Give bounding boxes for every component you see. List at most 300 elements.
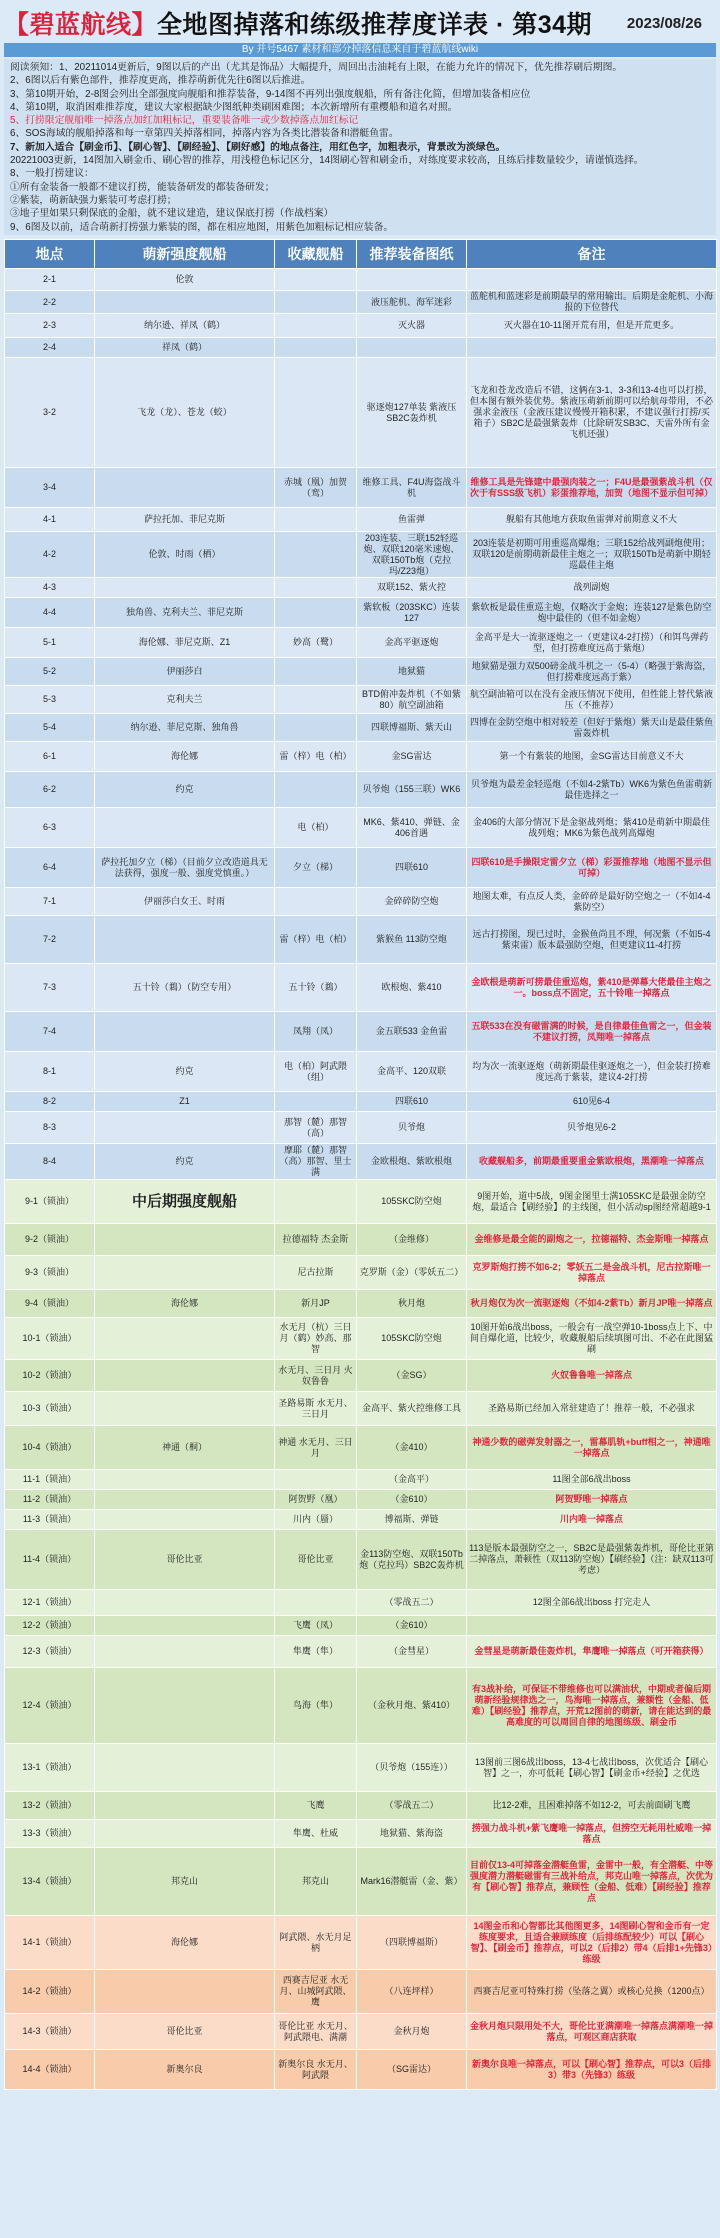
cell-collection-ships: 夕立（梯） <box>275 848 357 888</box>
cell-location: 5-1 <box>5 628 95 658</box>
table-row <box>5 338 717 358</box>
table-header-row <box>5 240 717 269</box>
header-location: 地点 <box>5 240 95 269</box>
table-row <box>5 598 717 628</box>
cell-location: 12-1（锁油） <box>5 1590 95 1616</box>
table-row <box>5 742 717 772</box>
cell-location: 12-4（锁油） <box>5 1668 95 1744</box>
cell-newbie-ships: 哥伦比亚 <box>95 2014 275 2050</box>
cell-remarks: 13图前三图6战出boss，13-4七战出boss，次优适合【刷心智】之一，亦可低耗【刷心智】【刷金币+经验】之优选 <box>467 1744 717 1792</box>
cell-newbie-ships: 纳尔逊、菲尼克斯、独角兽 <box>95 714 275 742</box>
table-row <box>5 772 717 808</box>
cell-location: 9-4（锁油） <box>5 1290 95 1318</box>
cell-newbie-ships: 独角兽、克利夫兰、菲尼克斯 <box>95 598 275 628</box>
cell-newbie-ships <box>95 578 275 598</box>
cell-location: 6-3 <box>5 808 95 848</box>
cell-equipment: 液压舵机、海军迷彩 <box>357 291 467 314</box>
cell-remarks: 14图金币和心智都比其他图更多，14图刷心智和金币有一定练度要求，且适合兼顾练度（后排练配较少）可以【刷心智】、【刷金币】推荐点，可以2（后排2）带4（后排1+先锋3）练级 <box>467 1916 717 1970</box>
cell-location: 6-2 <box>5 772 95 808</box>
cell-remarks: 610见6-4 <box>467 1092 717 1112</box>
cell-newbie-ships <box>95 1636 275 1668</box>
cell-collection-ships: 隼鹰、杜威 <box>275 1820 357 1848</box>
cell-equipment: BTD俯冲轰炸机（不如紫80）航空副油箱 <box>357 686 467 714</box>
table-body <box>5 269 717 2090</box>
cell-collection-ships <box>275 578 357 598</box>
cell-collection-ships: 摩耶（麓）那智（高）那智、里士满 <box>275 1144 357 1180</box>
table-row <box>5 1636 717 1668</box>
cell-collection-ships: 飞鹰（凤） <box>275 1616 357 1636</box>
cell-newbie-ships <box>95 1256 275 1290</box>
cell-location: 8-4 <box>5 1144 95 1180</box>
table-row <box>5 1470 717 1490</box>
cell-newbie-ships: 中后期强度舰船 <box>95 1180 275 1224</box>
cell-newbie-ships: 克利夫兰 <box>95 686 275 714</box>
table-row <box>5 1510 717 1530</box>
cell-newbie-ships <box>95 1012 275 1052</box>
cell-collection-ships: 哥伦比亚 水无月、阿武隈电、满潮 <box>275 2014 357 2050</box>
issue-date: 2023/08/26 <box>626 15 702 32</box>
cell-location: 7-2 <box>5 916 95 964</box>
cell-collection-ships: 拉德福特 杰金斯 <box>275 1224 357 1256</box>
cell-equipment: （金秋月炮、紫410） <box>357 1668 467 1744</box>
cell-newbie-ships <box>95 1820 275 1848</box>
cell-collection-ships: 西赛吉尼亚 水无月、山城阿武隈、鹰 <box>275 1970 357 2014</box>
cell-collection-ships <box>275 1470 357 1490</box>
table-row <box>5 1426 717 1470</box>
cell-remarks: 蓝舵机和蓝迷彩是前期最早的常用输出。后期是金舵机、小海报的下位替代 <box>467 291 717 314</box>
table-row <box>5 2050 717 2090</box>
cell-remarks: 10图开始6战出boss，一般会有一战空弹10-1boss点上下、中间自爆化道，比较少，收藏舰船后续填图可出、不必在此图猛刷 <box>467 1318 717 1360</box>
cell-collection-ships: 新月JP <box>275 1290 357 1318</box>
cell-collection-ships: 阿武隈、水无月足柄 <box>275 1916 357 1970</box>
table-row <box>5 291 717 314</box>
cell-remarks: 捞强力战斗机+紫飞鹰唯一掉落点，但捞空无耗用杜威唯一掉落点 <box>467 1820 717 1848</box>
cell-location: 13-3（锁油） <box>5 1820 95 1848</box>
cell-collection-ships <box>275 1092 357 1112</box>
cell-equipment: 紫软板（203SKC）连装127 <box>357 598 467 628</box>
cell-newbie-ships <box>95 468 275 508</box>
cell-location: 11-1（锁油） <box>5 1470 95 1490</box>
cell-equipment: 双联152、紫火控 <box>357 578 467 598</box>
table-row <box>5 848 717 888</box>
cell-remarks: 9图开始，道中5战，9图金图里士满105SKC是最强金防空炮，最适合【刷经验】的主线图，但小活动sp图经常超越9-1 <box>467 1180 717 1224</box>
table-row <box>5 916 717 964</box>
cell-collection-ships <box>275 598 357 628</box>
cell-remarks: 目前仅13-4可掉落金潜艇鱼雷，金雷中一般，有全潜艇、中等强度潜力潜艇磁雷有三战补给点，邦克山唯一掉落点，次优为有【刷心智】推荐点，兼顾性（金船、低难）【刷经验】推荐点 <box>467 1848 717 1916</box>
title-text: 全地图掉落和练级推荐度详表 · 第34期 <box>157 11 593 39</box>
cell-collection-ships <box>275 358 357 468</box>
cell-location: 2-1 <box>5 269 95 291</box>
cell-newbie-ships <box>95 1470 275 1490</box>
table-row <box>5 1820 717 1848</box>
cell-newbie-ships: 飞龙（龙）、苍龙（蛟） <box>95 358 275 468</box>
cell-location: 10-4（锁油） <box>5 1426 95 1470</box>
cell-location: 4-3 <box>5 578 95 598</box>
cell-remarks: 113是版本最强防空之一，SB2C是最强紫轰炸机，哥伦比亚第二掉落点，萧顿性（双113防空炮）【刷经验】（注：缺双113可考虑） <box>467 1530 717 1590</box>
page-title <box>4 5 592 41</box>
cell-equipment: 金欧根炮、紫欧根炮 <box>357 1144 467 1180</box>
cell-remarks: 川内唯一掉落点 <box>467 1510 717 1530</box>
cell-remarks: 比12-2难，且困难掉落不如12-2，可去前面刷飞鹰 <box>467 1792 717 1820</box>
cell-newbie-ships: 五十铃（鶔）（防空专用） <box>95 964 275 1012</box>
table-row <box>5 1112 717 1144</box>
cell-collection-ships: 电（柏） <box>275 808 357 848</box>
cell-newbie-ships: 海伦娜、菲尼克斯、Z1 <box>95 628 275 658</box>
cell-equipment: 金五联533 金鱼雷 <box>357 1012 467 1052</box>
note-line: 7、新加入适合【刷金币】、【刷心智】、【刷经验】、【刷好感】的地点备注，用红色字，加粗表示，背景改为淡绿色。 <box>10 141 506 153</box>
cell-newbie-ships <box>95 916 275 964</box>
cell-location: 3-4 <box>5 468 95 508</box>
header-remarks: 备注 <box>467 240 717 269</box>
cell-location: 9-2（锁油） <box>5 1224 95 1256</box>
table-row <box>5 1490 717 1510</box>
cell-collection-ships <box>275 686 357 714</box>
cell-collection-ships <box>275 714 357 742</box>
cell-location: 11-3（锁油） <box>5 1510 95 1530</box>
cell-equipment: 四联博福斯、紫天山 <box>357 714 467 742</box>
cell-location: 13-1（锁油） <box>5 1744 95 1792</box>
cell-location: 7-3 <box>5 964 95 1012</box>
cell-location: 9-1（锁油） <box>5 1180 95 1224</box>
table-row <box>5 1092 717 1112</box>
cell-collection-ships: 哥伦比亚 <box>275 1530 357 1590</box>
cell-equipment: 鱼雷弹 <box>357 508 467 532</box>
note-line: 3、第10期开始，2-8图会列出全部强度向舰船和推荐装备，9-14图不再列出强度舰船，所有备注化简，但增加装备相应位 <box>10 88 531 100</box>
cell-equipment: （金610） <box>357 1616 467 1636</box>
note-line: 阅读须知：1、20211014更新后，9图以后的产出（尤其是饰品）大幅提升，周回出击油耗有上限，在能力允许的情况下，优先推荐刷后期图。 <box>10 62 623 73</box>
table-row <box>5 1530 717 1590</box>
cell-newbie-ships <box>95 1224 275 1256</box>
cell-remarks: 圣路易斯已经加入常驻建造了！推荐一般，不必强求 <box>467 1392 717 1426</box>
cell-equipment: 金SG雷达 <box>357 742 467 772</box>
table-row <box>5 1970 717 2014</box>
cell-equipment: （零战五二） <box>357 1792 467 1820</box>
cell-location: 14-3（锁油） <box>5 2014 95 2050</box>
cell-newbie-ships: 约克 <box>95 1144 275 1180</box>
cell-newbie-ships: 约克 <box>95 772 275 808</box>
cell-equipment: 地狱猫、紫海盗 <box>357 1820 467 1848</box>
cell-location: 9-3（锁油） <box>5 1256 95 1290</box>
cell-equipment: （贝爷炮（155连）） <box>357 1744 467 1792</box>
table-row <box>5 1848 717 1916</box>
cell-remarks: 第一个有紫装的地图，金SG雷达目前意义不大 <box>467 742 717 772</box>
cell-location: 8-2 <box>5 1092 95 1112</box>
cell-collection-ships: 神通 水无月、三日月 <box>275 1426 357 1470</box>
header <box>4 3 716 43</box>
cell-location: 3-2 <box>5 358 95 468</box>
cell-equipment: 贝爷炮 <box>357 1112 467 1144</box>
cell-remarks: 火奴鲁鲁唯一掉落点 <box>467 1360 717 1392</box>
cell-location: 6-1 <box>5 742 95 772</box>
cell-equipment: （金SG） <box>357 1360 467 1392</box>
header-equipment: 推荐装备图纸 <box>357 240 467 269</box>
cell-newbie-ships <box>95 1490 275 1510</box>
cell-equipment: 博福斯、弹链 <box>357 1510 467 1530</box>
cell-newbie-ships: 海伦娜 <box>95 742 275 772</box>
cell-equipment: 四联610 <box>357 848 467 888</box>
cell-location: 4-4 <box>5 598 95 628</box>
cell-location: 2-2 <box>5 291 95 314</box>
note-line: 4、第10期，取消困难推荐度，建议大家根据缺少图纸种类刷困难图；本次新增所有重樱船和道名对照。 <box>10 101 458 113</box>
cell-remarks: 舰船有其他地方获取鱼雷弹对前期意义不大 <box>467 508 717 532</box>
cell-remarks: 紫软板是最佳重巡主炮，仅略次于金炮；连装127是紫色防空炮中最佳的（但不如金炮） <box>467 598 717 628</box>
cell-remarks <box>467 338 717 358</box>
table-row <box>5 1360 717 1392</box>
cell-equipment: （金410） <box>357 1426 467 1470</box>
cell-location: 7-4 <box>5 1012 95 1052</box>
cell-remarks: 远古打捞图，现已过时，金猴鱼尚且不理，何况紫（不如5-4紫束雷）版本最强防空炮，但更建议11-4打捞 <box>467 916 717 964</box>
note-line: ②紫装，萌新缺强力紫装可考虑打捞； <box>10 194 177 206</box>
cell-newbie-ships: 伦敦、时雨（栖） <box>95 532 275 578</box>
cell-newbie-ships: 海伦娜 <box>95 1916 275 1970</box>
note-line: 5、打捞限定舰船唯一掉落点加红加粗标记，重要装备唯一或少数掉落点加红标记 <box>10 115 359 127</box>
cell-newbie-ships: 神通（桐） <box>95 1426 275 1470</box>
table-row <box>5 1744 717 1792</box>
cell-newbie-ships: 祥凤（鹤） <box>95 338 275 358</box>
cell-newbie-ships <box>95 1668 275 1744</box>
table-row <box>5 714 717 742</box>
cell-remarks: 地图太难，有点反人类，金碎碎是最好防空炮之一（不如4-4紫防空） <box>467 888 717 916</box>
cell-equipment: 四联610 <box>357 1092 467 1112</box>
cell-collection-ships: 妙高（鹭） <box>275 628 357 658</box>
cell-collection-ships <box>275 658 357 686</box>
note-line: ③地子里如果只剩保底的金船，就不建议建造，建议保底打捞（作战档案） <box>10 208 334 220</box>
cell-collection-ships: 电（柏）阿武隈（组） <box>275 1052 357 1092</box>
note-line: 20221003更新，14图加入刷金币、刷心智的推荐，用浅橙色标记区分，14图刷心智和刷金币，对练度要求较高，且练后排数量较少，请谨慎选择。 <box>10 155 644 167</box>
cell-collection-ships: 五十铃（鶔） <box>275 964 357 1012</box>
cell-equipment: 紫猴鱼 113防空炮 <box>357 916 467 964</box>
cell-newbie-ships <box>95 1318 275 1360</box>
cell-location: 5-4 <box>5 714 95 742</box>
table-row <box>5 2014 717 2050</box>
cell-location: 13-4（锁油） <box>5 1848 95 1916</box>
cell-remarks: 均为次一流驱逐炮（萌新期最佳驱逐炮之一），但金装打捞难度远高于紫装，建议4-2打捞 <box>467 1052 717 1092</box>
cell-location: 10-1（锁油） <box>5 1318 95 1360</box>
table-row <box>5 686 717 714</box>
cell-newbie-ships: 海伦娜 <box>95 1290 275 1318</box>
cell-remarks: 203连装是初期可用重巡高爆炮；三联152给战列副炮使用；双联120是前期萌新最佳主炮之一；双联150Tb是萌新中期轻巡最佳主炮 <box>467 532 717 578</box>
cell-equipment: 维修工具、F4U海盗战斗机 <box>357 468 467 508</box>
cell-newbie-ships <box>95 1616 275 1636</box>
cell-collection-ships: 那智（麓）那智（高） <box>275 1112 357 1144</box>
cell-location: 2-4 <box>5 338 95 358</box>
cell-remarks: 四博在金防空炮中相对较差（但好于紫炮）紫天山是最佳紫鱼雷轰炸机 <box>467 714 717 742</box>
cell-location: 13-2（锁油） <box>5 1792 95 1820</box>
cell-location: 8-3 <box>5 1112 95 1144</box>
cell-newbie-ships: 萨拉托加夕立（梯）（目前夕立改造道具无法获得，强度一般、强度党慎重。） <box>95 848 275 888</box>
table-row <box>5 1616 717 1636</box>
cell-remarks: 新奥尔良唯一掉落点，可以【刷心智】推荐点，可以3（后排3）带3（先锋3）练级 <box>467 2050 717 2090</box>
table-row <box>5 269 717 291</box>
cell-remarks: 收藏舰船多，前期最重要重金紫欧根炮，黑潮唯一掉落点 <box>467 1144 717 1180</box>
cell-equipment: Mark16潜艇雷（金、紫） <box>357 1848 467 1916</box>
cell-collection-ships: 雷（梓）电（柏） <box>275 742 357 772</box>
cell-newbie-ships: 伊丽莎白女王、时雨 <box>95 888 275 916</box>
cell-newbie-ships <box>95 1792 275 1820</box>
cell-equipment: 105SKC防空炮 <box>357 1318 467 1360</box>
cell-remarks: 金406的大部分情况下是金驱战列炮；紫410是萌新中期最佳战列炮；MK6为紫色战列高爆炮 <box>467 808 717 848</box>
cell-collection-ships: 水无月、三日月 火奴鲁鲁 <box>275 1360 357 1392</box>
cell-newbie-ships <box>95 1970 275 2014</box>
notes-panel <box>4 59 716 235</box>
table-row <box>5 1318 717 1360</box>
cell-remarks: 航空副油箱可以在没有金液压情况下使用，但性能上替代紫液压（不推荐） <box>467 686 717 714</box>
cell-newbie-ships <box>95 1590 275 1616</box>
cell-equipment: 金碎碎防空炮 <box>357 888 467 916</box>
table-row <box>5 1144 717 1180</box>
cell-collection-ships <box>275 338 357 358</box>
table-row <box>5 1290 717 1318</box>
cell-collection-ships <box>275 532 357 578</box>
table-row <box>5 1256 717 1290</box>
note-line: 9、6图及以前，适合萌新打捞强力紫装的图，都在相应地图，用紫色加粗标记相应装备。 <box>10 221 394 233</box>
cell-location: 11-2（锁油） <box>5 1490 95 1510</box>
cell-location: 12-2（锁油） <box>5 1616 95 1636</box>
table-row <box>5 578 717 598</box>
cell-location: 14-2（锁油） <box>5 1970 95 2014</box>
cell-equipment: 秋月炮 <box>357 1290 467 1318</box>
table-row <box>5 1916 717 1970</box>
cell-remarks: 12图全部6战出boss 打完走人 <box>467 1590 717 1616</box>
cell-newbie-ships <box>95 1360 275 1392</box>
cell-equipment: 金高平、120双联 <box>357 1052 467 1092</box>
cell-location: 14-1（锁油） <box>5 1916 95 1970</box>
table-row <box>5 314 717 338</box>
cell-remarks: 克罗斯炮打捞不如6-2；零妖五二是金战斗机，尼古拉斯唯一掉落点 <box>467 1256 717 1290</box>
table-row <box>5 1052 717 1092</box>
cell-collection-ships: 水无月（杭）三日月（鹤）妙高、那智 <box>275 1318 357 1360</box>
table-row <box>5 1392 717 1426</box>
cell-collection-ships: 新奥尔良 水无月、阿武隈 <box>275 2050 357 2090</box>
cell-collection-ships: 凤翔（凤） <box>275 1012 357 1052</box>
cell-collection-ships <box>275 314 357 338</box>
cell-location: 4-1 <box>5 508 95 532</box>
cell-equipment: 金高平、紫火控维修工具 <box>357 1392 467 1426</box>
cell-newbie-ships <box>95 1392 275 1426</box>
cell-collection-ships <box>275 291 357 314</box>
cell-equipment: （四联博福斯） <box>357 1916 467 1970</box>
cell-remarks <box>467 1616 717 1636</box>
cell-remarks: 灭火器在10-11图开荒有用，但是开荒更多。 <box>467 314 717 338</box>
cell-equipment: 克罗斯（金）（零妖五二） <box>357 1256 467 1290</box>
header-collection-ships: 收藏舰船 <box>275 240 357 269</box>
cell-remarks: 金维修是最全能的副炮之一，拉德福特、杰金斯唯一掉落点 <box>467 1224 717 1256</box>
cell-location: 11-4（锁油） <box>5 1530 95 1590</box>
cell-collection-ships: 赤城（凰）加贺（鸾） <box>275 468 357 508</box>
cell-equipment: 金秋月炮 <box>357 2014 467 2050</box>
cell-equipment: 地狱猫 <box>357 658 467 686</box>
drop-table <box>4 239 717 2090</box>
cell-equipment: MK6、紫410、弹链、金406首遇 <box>357 808 467 848</box>
cell-remarks: 金彗星是萌新最佳轰炸机，隼鹰唯一掉落点（可开箱获得） <box>467 1636 717 1668</box>
cell-newbie-ships <box>95 808 275 848</box>
cell-remarks: 11图全部6战出boss <box>467 1470 717 1490</box>
cell-remarks: 西赛吉尼亚可特殊打捞（坠落之翼）或核心兑换（1200点） <box>467 1970 717 2014</box>
cell-location: 5-3 <box>5 686 95 714</box>
table-row <box>5 468 717 508</box>
cell-collection-ships: 尼古拉斯 <box>275 1256 357 1290</box>
table-row <box>5 964 717 1012</box>
cell-remarks: 飞龙和苍龙改造后不错，这俩在3-1、3-3和13-4也可以打捞，但本图有额外装优势。紫液压萌新前期可以给航母带用，不必强求金液压（金液压建议慢慢开箱积累，不建议强行打捞/买箱子）SB2C是最强紫轰炸（比除研发SB3C、天雷外所有金飞机还强） <box>467 358 717 468</box>
cell-remarks: 金高平是大一流驱逐炮之一（更建议4-2打捞）（和饵鸟弹药型，但打捞难度远高于紫炮） <box>467 628 717 658</box>
cell-newbie-ships: 伦敦 <box>95 269 275 291</box>
table-row <box>5 358 717 468</box>
cell-equipment: 金113防空炮、双联150Tb炮（克拉玛）SB2C轰炸机 <box>357 1530 467 1590</box>
table-row <box>5 628 717 658</box>
cell-remarks: 金欧根是萌新可捞最佳重巡炮，紫410是弹幕大佬最佳主炮之一。boss点不固定，五十铃唯一掉落点 <box>467 964 717 1012</box>
cell-remarks: 阿贺野唯一掉落点 <box>467 1490 717 1510</box>
cell-location: 10-2（锁油） <box>5 1360 95 1392</box>
cell-collection-ships <box>275 772 357 808</box>
cell-equipment: 驱逐炮127单装 紫液压 SB2C轰炸机 <box>357 358 467 468</box>
table-row <box>5 658 717 686</box>
cell-collection-ships: 雷（梓）电（柏） <box>275 916 357 964</box>
header-newbie-ships: 萌新强度舰船 <box>95 240 275 269</box>
table-row <box>5 1180 717 1224</box>
cell-collection-ships: 阿贺野（凰） <box>275 1490 357 1510</box>
cell-remarks: 维修工具是先锋建中最强肉装之一；F4U是最强紫战斗机（仅次于有SSS级飞机）彩蛋推荐地，加贺（地图不显示但可掉） <box>467 468 717 508</box>
cell-equipment: （金高平） <box>357 1470 467 1490</box>
cell-newbie-ships: 纳尔逊、祥凤（鹤） <box>95 314 275 338</box>
note-line: 6、SOS海域的舰船掉落和每一章第四关掉落相同，掉落内容为各类比潜装备和潜艇鱼雷。 <box>10 128 399 140</box>
cell-collection-ships: 隼鹰（隼） <box>275 1636 357 1668</box>
cell-newbie-ships: 哥伦比亚 <box>95 1530 275 1590</box>
cell-equipment: 金高平驱逐炮 <box>357 628 467 658</box>
cell-collection-ships <box>275 1744 357 1792</box>
cell-equipment: （金610） <box>357 1490 467 1510</box>
cell-location: 6-4 <box>5 848 95 888</box>
cell-equipment: 105SKC防空炮 <box>357 1180 467 1224</box>
table-row <box>5 888 717 916</box>
cell-collection-ships <box>275 269 357 291</box>
cell-remarks: 神通少数的磁弹发射器之一，雷幕肌轨+buff相之一，神通唯一掉落点 <box>467 1426 717 1470</box>
table-row <box>5 508 717 532</box>
cell-newbie-ships <box>95 291 275 314</box>
table-row <box>5 1012 717 1052</box>
cell-collection-ships <box>275 508 357 532</box>
title-tag: 【碧蓝航线】 <box>4 11 158 39</box>
cell-newbie-ships: 伊丽莎白 <box>95 658 275 686</box>
cell-location: 8-1 <box>5 1052 95 1092</box>
cell-location: 10-3（锁油） <box>5 1392 95 1426</box>
cell-location: 2-3 <box>5 314 95 338</box>
cell-location: 5-2 <box>5 658 95 686</box>
cell-collection-ships <box>275 1590 357 1616</box>
cell-newbie-ships <box>95 1112 275 1144</box>
cell-remarks: 秋月炮仅为次一流驱逐炮（不如4-2紫Tb）新月JP唯一掉落点 <box>467 1290 717 1318</box>
cell-remarks: 地狱猫是强力双500磅金战斗机之一（5-4）（略强于紫海盗，但打捞难度远高于紫） <box>467 658 717 686</box>
cell-newbie-ships: 约克 <box>95 1052 275 1092</box>
table-row <box>5 1224 717 1256</box>
cell-equipment: （八连坪样） <box>357 1970 467 2014</box>
table-row <box>5 1590 717 1616</box>
cell-collection-ships: 鸟海（隼） <box>275 1668 357 1744</box>
cell-equipment: 203连装、三联152轻巡炮、双联120毫米速炮、双联150Tb炮（克拉玛/Z23炮） <box>357 532 467 578</box>
cell-newbie-ships: Z1 <box>95 1092 275 1112</box>
cell-newbie-ships <box>95 1744 275 1792</box>
note-line: 8、一般打捞建议： <box>10 168 94 180</box>
cell-remarks: 贝爷炮为最差金轻巡炮（不如4-2紫Tb）WK6为紫色鱼雷萌新最佳选择之一 <box>467 772 717 808</box>
cell-equipment <box>357 338 467 358</box>
byline: By 并号5467 素材和部分掉落信息来自于碧蓝航线wiki <box>4 43 716 57</box>
cell-newbie-ships: 新奥尔良 <box>95 2050 275 2090</box>
cell-location: 7-1 <box>5 888 95 916</box>
cell-remarks: 有3战补给，可保证不带维修也可以满油状，中期或者偏后期萌新经验规律选之一，鸟海唯一掉落点，兼额性（金船、低难）【刷经验】推荐点，开荒12图前的萌新，请在能达到的最高难度的可以周回自律的地图练级、刷金币 <box>467 1668 717 1744</box>
cell-equipment: （零战五二） <box>357 1590 467 1616</box>
cell-collection-ships <box>275 1180 357 1224</box>
table-row <box>5 532 717 578</box>
cell-equipment: 灭火器 <box>357 314 467 338</box>
